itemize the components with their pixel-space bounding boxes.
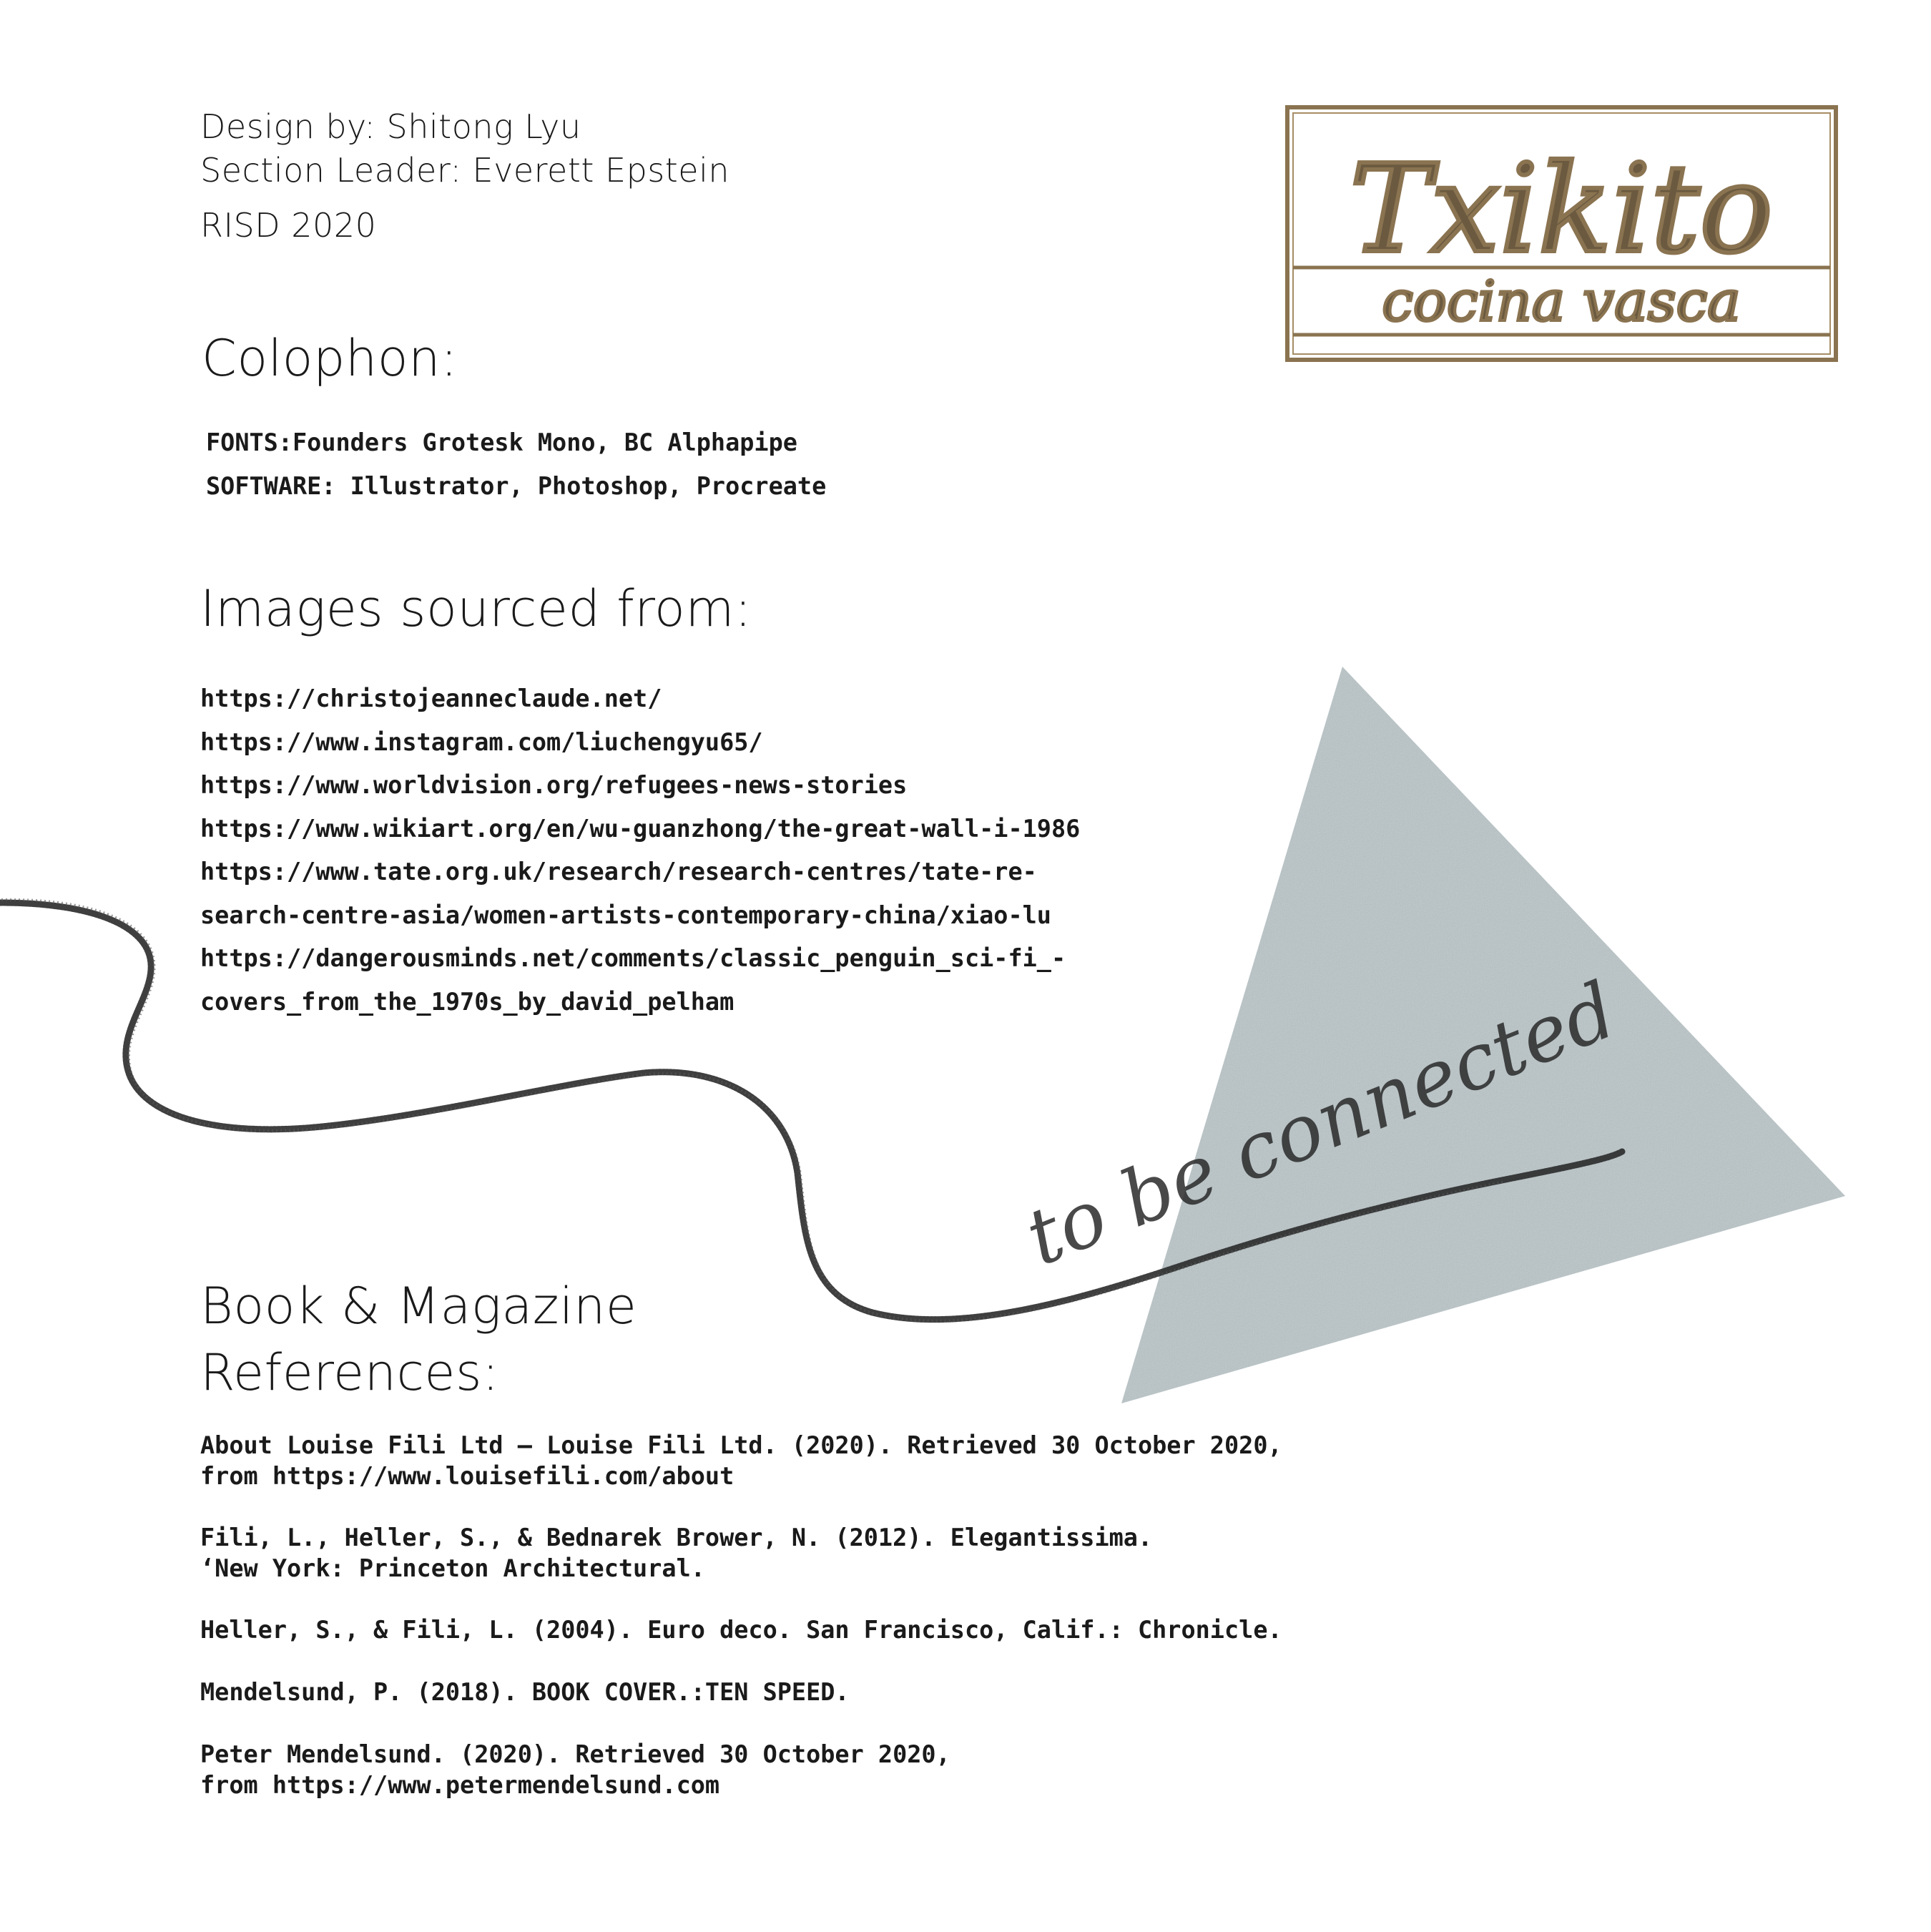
source-line: https://dangerousminds.net/comments/classic_penguin_sci-fi_- bbox=[200, 944, 1066, 972]
source-line: https://www.worldvision.org/refugees-news-stories bbox=[200, 771, 908, 799]
colophon-heading: Colophon: bbox=[202, 329, 458, 388]
design-by-credit: Design by: Shitong Lyu bbox=[200, 107, 581, 146]
source-line: https://www.instagram.com/liuchengyu65/ bbox=[200, 727, 763, 756]
source-line: https://christojeanneclaude.net/ bbox=[200, 685, 662, 712]
fonts-line: FONTS:Founders Grotesk Mono, BC Alphapipe bbox=[206, 428, 797, 456]
references-heading-line1: Book & Magazine bbox=[200, 1277, 637, 1335]
reference-entry: Peter Mendelsund. (2020). Retrieved 30 October 2020, from https://www.petermendelsund.com bbox=[200, 1740, 950, 1799]
reference-entry: Mendelsund, P. (2018). BOOK COVER.:TEN SPEED. bbox=[200, 1678, 850, 1706]
source-line: https://www.tate.org.uk/research/research-centres/tate-re- bbox=[200, 858, 1037, 886]
logo-tagline: cocina vasca bbox=[1382, 270, 1741, 334]
reference-entry: About Louise Fili Ltd — Louise Fili Ltd. (2020). Retrieved 30 October 2020, from https://www.louisefili.com/about bbox=[200, 1431, 1282, 1490]
school-year-credit: RISD 2020 bbox=[200, 206, 377, 245]
txikito-logo bbox=[1284, 104, 1839, 363]
references-heading-line2: References: bbox=[200, 1343, 500, 1402]
section-leader-credit: Section Leader: Everett Epstein bbox=[200, 151, 730, 190]
reference-entry: Heller, S., & Fili, L. (2004). Euro deco. San Francisco, Calif.: Chronicle. bbox=[200, 1616, 1282, 1644]
reference-entry: Fili, L., Heller, S., & Bednarek Brower, N. (2012). Elegantissima. ‘New York: Princeton Architectural. bbox=[200, 1524, 1153, 1582]
source-line: https://www.wikiart.org/en/wu-guanzhong/the-great-wall-i-1986 bbox=[200, 814, 1081, 843]
source-line: covers_from_the_1970s_by_david_pelham bbox=[200, 987, 734, 1016]
handwriting-text: to be connected bbox=[1013, 966, 1628, 1284]
reference-list bbox=[200, 1430, 1282, 1831]
software-line: SOFTWARE: Illustrator, Photoshop, Procreate bbox=[206, 472, 827, 500]
colophon-body bbox=[206, 421, 826, 508]
source-line: search-centre-asia/women-artists-contemporary-china/xiao-lu bbox=[200, 901, 1051, 929]
images-sourced-heading: Images sourced from: bbox=[200, 579, 752, 638]
image-source-list bbox=[200, 677, 1080, 1024]
logo-name: Txikito bbox=[1350, 139, 1773, 280]
